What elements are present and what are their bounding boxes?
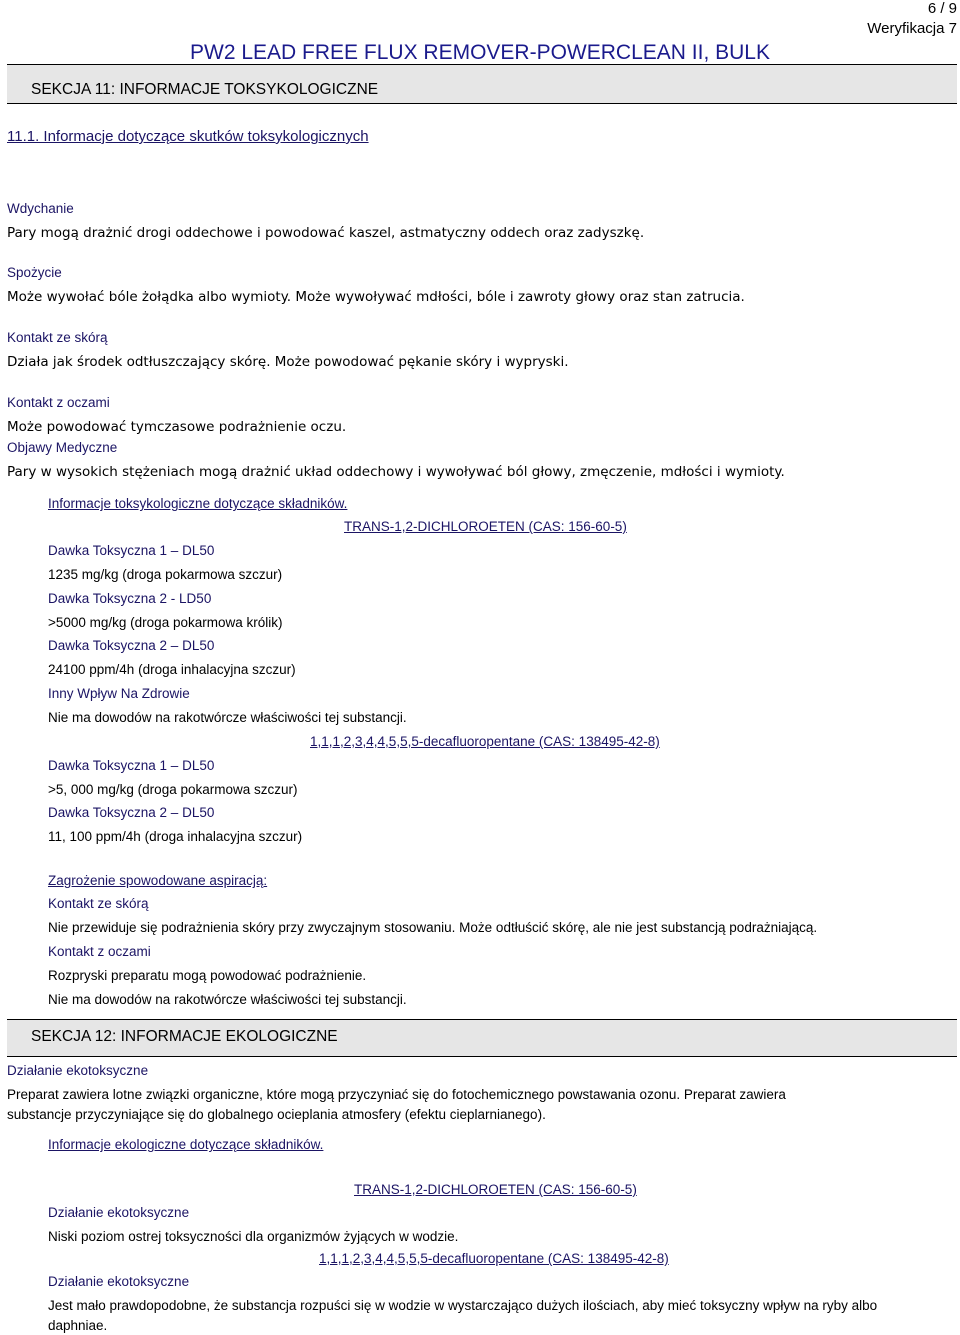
tox-component-1-value-4: Nie ma dowodów na rakotwórcze właściwości tej substancji.	[48, 710, 407, 725]
tox-component-1-label-3: Dawka Toksyczna 2 – DL50	[48, 638, 215, 653]
aspiration-skin-label: Kontakt ze skórą	[48, 896, 149, 911]
eco-component-2-label: Działanie ekotoksyczne	[48, 1274, 190, 1289]
ecotoxicity-text-line-2: substancje przyczyniające się do globalnego ocieplania atmosfery (efektu cieplarnianego).	[7, 1107, 546, 1122]
aspiration-eye-label: Kontakt z oczami	[48, 944, 151, 959]
tox-components-heading: Informacje toksykologiczne dotyczące składników.	[48, 496, 348, 511]
eco-component-1-name: TRANS-1,2-DICHLOROETEN (CAS: 156-60-5)	[354, 1182, 637, 1197]
eco-component-1-text: Niski poziom ostrej toksyczności dla organizmów żyjących w wodzie.	[48, 1229, 459, 1244]
ingestion-text: Może wywołać bóle żołądka albo wymioty. Może wywoływać mdłości, bóle i zawroty głowy oraz stan zatrucia.	[7, 289, 745, 305]
subsection-11-1-title: 11.1. Informacje dotyczące skutków toksykologicznych	[7, 128, 369, 145]
section-12-header	[7, 1019, 957, 1057]
product-title: PW2 LEAD FREE FLUX REMOVER-POWERCLEAN II, BULK	[190, 41, 770, 64]
eco-component-1-label: Działanie ekotoksyczne	[48, 1205, 190, 1220]
tox-component-2-name: 1,1,1,2,3,4,4,5,5,5-decafluoropentane (CAS: 138495-42-8)	[310, 734, 660, 749]
tox-component-2-label-2: Dawka Toksyczna 2 – DL50	[48, 805, 215, 820]
tox-component-1-label-4: Inny Wpływ Na Zdrowie	[48, 686, 190, 701]
aspiration-heading: Zagrożenie spowodowane aspiracją:	[48, 873, 268, 888]
tox-component-1-value-2: >5000 mg/kg (droga pokarmowa królik)	[48, 615, 283, 630]
skin-contact-text: Działa jak środek odtłuszczający skórę. Może powodować pękanie skóry i wypryski.	[7, 354, 569, 370]
eco-components-heading: Informacje ekologiczne dotyczące składników.	[48, 1137, 324, 1152]
eco-component-2-text-line-1: Jest mało prawdopodobne, że substancja rozpuści się w wodzie w wystarczająco dużych ilościach, aby mieć toksyczny wpływ na ryby albo	[48, 1298, 878, 1313]
tox-component-1-value-1: 1235 mg/kg (droga pokarmowa szczur)	[48, 567, 283, 582]
tox-component-1-label-2: Dawka Toksyczna 2 - LD50	[48, 591, 212, 606]
eco-component-2-name: 1,1,1,2,3,4,4,5,5,5-decafluoropentane (CAS: 138495-42-8)	[319, 1251, 669, 1266]
ecotoxicity-label: Działanie ekotoksyczne	[7, 1063, 149, 1078]
tox-component-1-value-3: 24100 ppm/4h (droga inhalacyjna szczur)	[48, 662, 296, 677]
eye-contact-text: Może powodować tymczasowe podrażnienie oczu.	[7, 419, 347, 435]
inhalation-text: Pary mogą drażnić drogi oddechowe i powodować kaszel, astmatyczny oddech oraz zadyszkę.	[7, 225, 645, 241]
section-11-title: SEKCJA 11: INFORMACJE TOKSYKOLOGICZNE	[31, 81, 379, 98]
eye-contact-label: Kontakt z oczami	[7, 395, 110, 410]
revision-number: Weryfikacja 7	[867, 20, 957, 37]
tox-component-1-label-1: Dawka Toksyczna 1 – DL50	[48, 543, 215, 558]
tox-component-2-value-1: >5, 000 mg/kg (droga pokarmowa szczur)	[48, 782, 298, 797]
tox-component-1-name: TRANS-1,2-DICHLOROETEN (CAS: 156-60-5)	[344, 519, 627, 534]
aspiration-eye-text-2: Nie ma dowodów na rakotwórcze właściwości tej substancji.	[48, 992, 407, 1007]
ingestion-label: Spożycie	[7, 265, 62, 280]
tox-component-2-value-2: 11, 100 ppm/4h (droga inhalacyjna szczur)	[48, 829, 303, 844]
section-12-title: SEKCJA 12: INFORMACJE EKOLOGICZNE	[31, 1028, 338, 1045]
tox-component-2-label-1: Dawka Toksyczna 1 – DL50	[48, 758, 215, 773]
ecotoxicity-text-line-1: Preparat zawiera lotne związki organiczne, które mogą przyczyniać się do fotochemicznego powstawania ozonu. Preparat zawiera	[7, 1087, 786, 1102]
eco-component-2-text-line-2: daphniae.	[48, 1318, 108, 1333]
skin-contact-label: Kontakt ze skórą	[7, 330, 108, 345]
section-11-header	[7, 64, 957, 104]
aspiration-skin-text: Nie przewiduje się podrażnienia skóry przy zwyczajnym stosowaniu. Może odtłuścić skórę, ale nie jest substancją podrażniającą.	[48, 920, 818, 935]
page-number: 6 / 9	[927, 0, 957, 17]
aspiration-eye-text-1: Rozpryski preparatu mogą powodować podrażnienie.	[48, 968, 367, 983]
medical-symptoms-label: Objawy Medyczne	[7, 440, 118, 455]
medical-symptoms-text: Pary w wysokich stężeniach mogą drażnić układ oddechowy i wywoływać ból głowy, zmęczenie, mdłości i wymioty.	[7, 464, 785, 480]
inhalation-label: Wdychanie	[7, 201, 74, 216]
